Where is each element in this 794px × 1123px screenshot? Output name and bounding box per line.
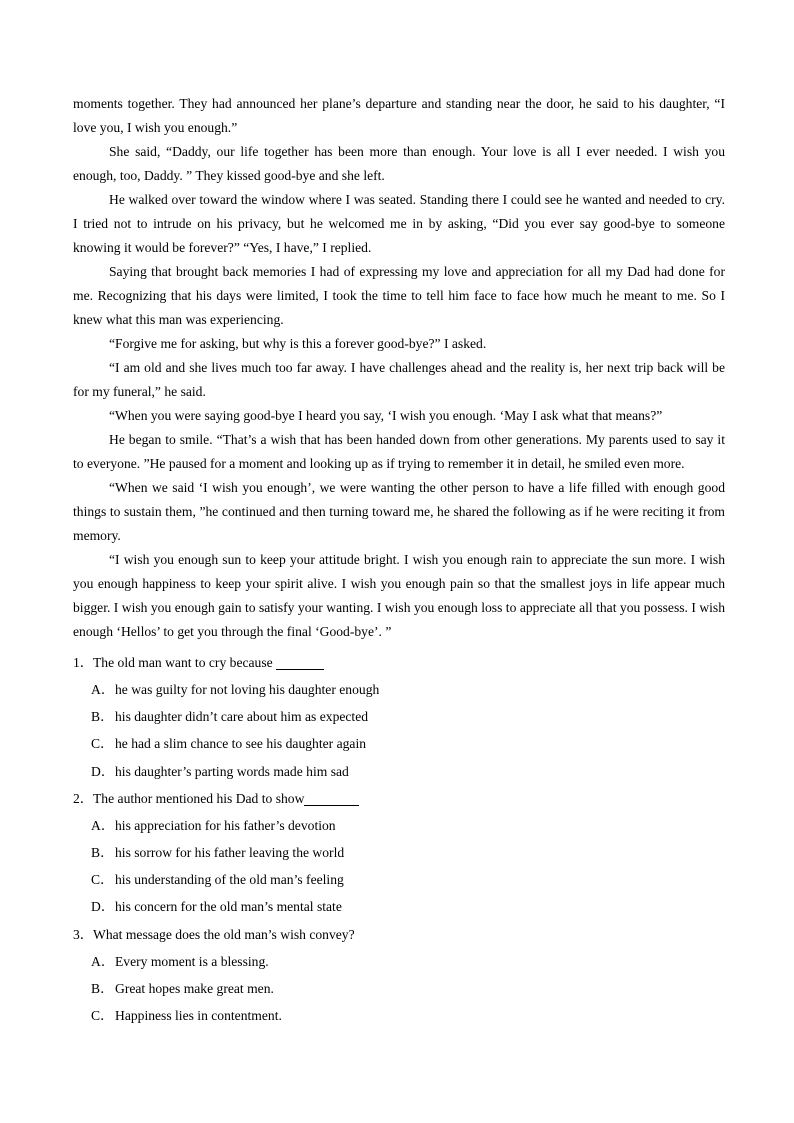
option-text: Every moment is a blessing. xyxy=(115,953,269,969)
question-1 xyxy=(73,649,725,785)
option-text: his daughter didn’t care about him as expected xyxy=(115,709,369,725)
question-number: 3． xyxy=(73,926,94,942)
question-number: 2． xyxy=(73,790,94,806)
option-list xyxy=(73,812,725,921)
question-number: 1． xyxy=(73,655,94,670)
option-text: Great hopes make great men. xyxy=(115,980,274,996)
answer-option[interactable] xyxy=(73,703,725,730)
passage-paragraph: He began to smile. “That’s a wish that has been handed down from other generations. My parents used to say it to everyone. ”He paused for a moment and looking up as if trying to remember it in detail, he smiled even more. xyxy=(73,432,725,471)
reading-passage xyxy=(73,92,725,644)
passage-paragraph: She said, “Daddy, our life together has been more than enough. Your love is all I ever needed. I wish you enough, too, Daddy. ” They kissed good-bye and she left. xyxy=(73,144,725,183)
question-text: The old man want to cry because xyxy=(93,655,277,670)
option-text: his daughter’s parting words made him sad xyxy=(115,763,349,779)
option-text: he was guilty for not loving his daughter enough xyxy=(115,682,380,697)
question-list xyxy=(73,649,725,1029)
answer-option[interactable] xyxy=(73,839,725,866)
question-stem xyxy=(73,649,725,676)
passage-paragraph: “When we said ‘I wish you enough’, we were wanting the other person to have a life filled with enough good things to sustain them, ”he continued and then turning toward me, he shared the following as if he were reciting it from memory. xyxy=(73,480,725,543)
option-text: he had a slim chance to see his daughter again xyxy=(115,736,367,752)
option-letter: C． xyxy=(91,736,114,752)
option-letter: D． xyxy=(91,763,115,779)
passage-paragraph: “I wish you enough sun to keep your attitude bright. I wish you enough rain to appreciate the sun more. I wish you enough happiness to keep your spirit alive. I wish you enough pain so that the smallest joys in life appear much bigger. I wish you enough gain to satisfy your wanting. I wish you enough loss to appreciate all that you possess. I wish enough ‘Hellos’ to get you through the final ‘Good-bye’. ” xyxy=(73,552,725,639)
option-letter: D． xyxy=(91,899,115,915)
answer-option[interactable] xyxy=(73,893,725,920)
answer-option[interactable] xyxy=(73,812,725,839)
question-3 xyxy=(73,921,725,1030)
answer-option[interactable] xyxy=(73,975,725,1002)
option-letter: B． xyxy=(91,844,114,860)
passage-paragraph: He walked over toward the window where I was seated. Standing there I could see he wanted and needed to cry. I tried not to intrude on his privacy, but he welcomed me in by asking, “Did you ever say good-bye to someone knowing it would be forever?” “Yes, I have,” I replied. xyxy=(73,192,725,255)
option-text: his concern for the old man’s mental state xyxy=(115,899,342,915)
option-text: his sorrow for his father leaving the world xyxy=(115,844,345,860)
answer-option[interactable] xyxy=(73,866,725,893)
answer-blank[interactable] xyxy=(304,791,359,806)
option-text: his appreciation for his father’s devotion xyxy=(115,817,336,833)
question-2 xyxy=(73,785,725,921)
question-stem xyxy=(73,921,725,948)
passage-paragraph: “Forgive me for asking, but why is this a forever good-bye?” I asked. xyxy=(109,336,487,351)
question-text: The author mentioned his Dad to show xyxy=(93,790,305,806)
option-letter: C． xyxy=(91,1007,114,1023)
option-list xyxy=(73,676,725,785)
answer-option[interactable] xyxy=(73,948,725,975)
passage-paragraph: “When you were saying good-bye I heard you say, ‘I wish you enough. ‘May I ask what that means?” xyxy=(109,408,663,423)
question-stem xyxy=(73,785,725,812)
answer-option[interactable] xyxy=(73,758,725,785)
option-letter: A． xyxy=(91,817,115,833)
option-letter: C． xyxy=(91,872,114,888)
passage-paragraph: moments together. They had announced her plane’s departure and standing near the door, he said to his daughter, “I love you, I wish you enough.” xyxy=(73,96,725,135)
option-list xyxy=(73,948,725,1030)
option-letter: B． xyxy=(91,709,114,725)
answer-option[interactable] xyxy=(73,730,725,757)
answer-option[interactable] xyxy=(73,676,725,703)
question-text: What message does the old man’s wish convey? xyxy=(93,926,355,942)
passage-paragraph: “I am old and she lives much too far away. I have challenges ahead and the reality is, her next trip back will be for my funeral,” he said. xyxy=(73,360,725,399)
option-letter: A． xyxy=(91,953,115,969)
passage-paragraph: Saying that brought back memories I had of expressing my love and appreciation for all my Dad had done for me. Recognizing that his days were limited, I took the time to tell him face to face how much he meant to me. So I knew what this man was experiencing. xyxy=(73,264,725,327)
answer-blank[interactable] xyxy=(276,655,324,670)
option-letter: A． xyxy=(91,682,115,697)
answer-option[interactable] xyxy=(73,1002,725,1029)
option-text: his understanding of the old man’s feeling xyxy=(115,872,344,888)
option-text: Happiness lies in contentment. xyxy=(115,1007,282,1023)
option-letter: B． xyxy=(91,980,114,996)
